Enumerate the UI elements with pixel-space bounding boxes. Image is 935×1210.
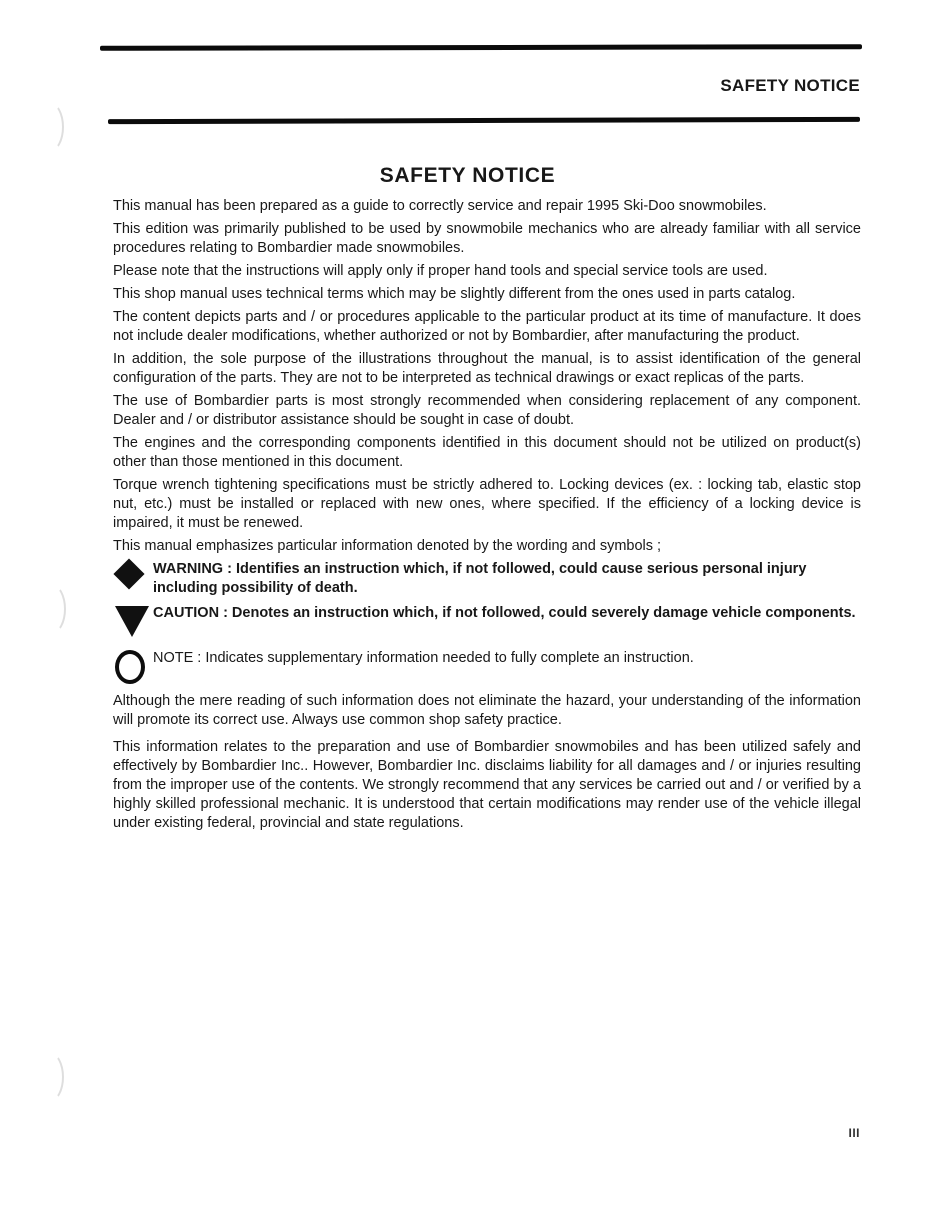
paragraph: This manual emphasizes particular information denoted by the wording and symbols ;	[113, 538, 662, 554]
scan-artifact	[36, 1052, 64, 1102]
paragraph: The content depicts parts and / or procedures applicable to the particular product at its time of manufacture. It does not include dealer modifications, whether authorized or not by Bombardier, after manufacturing the product.	[113, 309, 861, 344]
note-text: NOTE : Indicates supplementary information needed to fully complete an instruction.	[153, 650, 694, 666]
page-title: SAFETY NOTICE	[379, 164, 556, 188]
caution-icon-cell	[113, 604, 153, 637]
paragraph: This manual has been prepared as a guide to correctly service and repair 1995 Ski-Doo snowmobiles.	[113, 198, 767, 214]
warning-text: WARNING : Identifies an instruction which, if not followed, could cause serious personal injury including possibility of death.	[153, 561, 807, 596]
scan-artifact	[36, 102, 64, 152]
caution-notice	[113, 604, 861, 637]
warning-icon-cell	[113, 560, 153, 585]
header-rule-bottom	[108, 117, 860, 124]
paragraph: Please note that the instructions will apply only if proper hand tools and special service tools are used.	[113, 263, 768, 279]
page-body	[113, 197, 861, 837]
paragraph: Torque wrench tightening specifications must be strictly adhered to. Locking devices (ex. : locking tab, elastic stop nut, etc.) must be installed or replaced with new ones, where specified. If the efficiency of a locking device is impaired, it must be renewed.	[113, 477, 861, 531]
note-notice	[113, 649, 861, 684]
caution-triangle-icon	[115, 606, 149, 637]
warning-notice	[113, 560, 861, 598]
running-header: SAFETY NOTICE	[720, 76, 860, 95]
closing-section	[113, 692, 861, 833]
paragraph: The use of Bombardier parts is most strongly recommended when considering replacement of any component. Dealer and / or distributor assistance should be sought in case of doubt.	[113, 393, 861, 428]
symbol-legend	[113, 560, 861, 684]
note-icon-cell	[113, 649, 153, 684]
scan-artifact	[38, 584, 66, 634]
note-circle-icon	[115, 650, 145, 684]
closing-paragraph: This information relates to the preparation and use of Bombardier snowmobiles and has been utilized safely and effectively by Bombardier Inc.. However, Bombardier Inc. disclaims liability for all damages and / or injuries resulting from the improper use of the contents. We strongly recommend that any services be carried out and / or verified by a highly skilled professional mechanic. It is understood that certain modifications may render use of the vehicle illegal under existing federal, provincial and state regulations.	[113, 739, 861, 831]
paragraph: In addition, the sole purpose of the illustrations throughout the manual, is to assist identification of the general configuration of the parts. They are not to be interpreted as technical drawings or exact replicas of the parts.	[113, 351, 861, 386]
caution-text: CAUTION : Denotes an instruction which, if not followed, could severely damage vehicle components.	[153, 605, 856, 621]
closing-paragraph: Although the mere reading of such information does not eliminate the hazard, your understanding of the information will promote its correct use. Always use common shop safety practice.	[113, 693, 861, 728]
page-number: III	[848, 1126, 860, 1140]
paragraph: This edition was primarily published to be used by snowmobile mechanics who are already familiar with all service procedures relating to Bombardier made snowmobiles.	[113, 221, 861, 256]
paragraph: The engines and the corresponding components identified in this document should not be utilized on product(s) other than those mentioned in this document.	[113, 435, 861, 470]
header-rule-top	[100, 44, 862, 51]
warning-diamond-icon	[113, 558, 144, 589]
paragraph: This shop manual uses technical terms which may be slightly different from the ones used in parts catalog.	[113, 286, 796, 302]
